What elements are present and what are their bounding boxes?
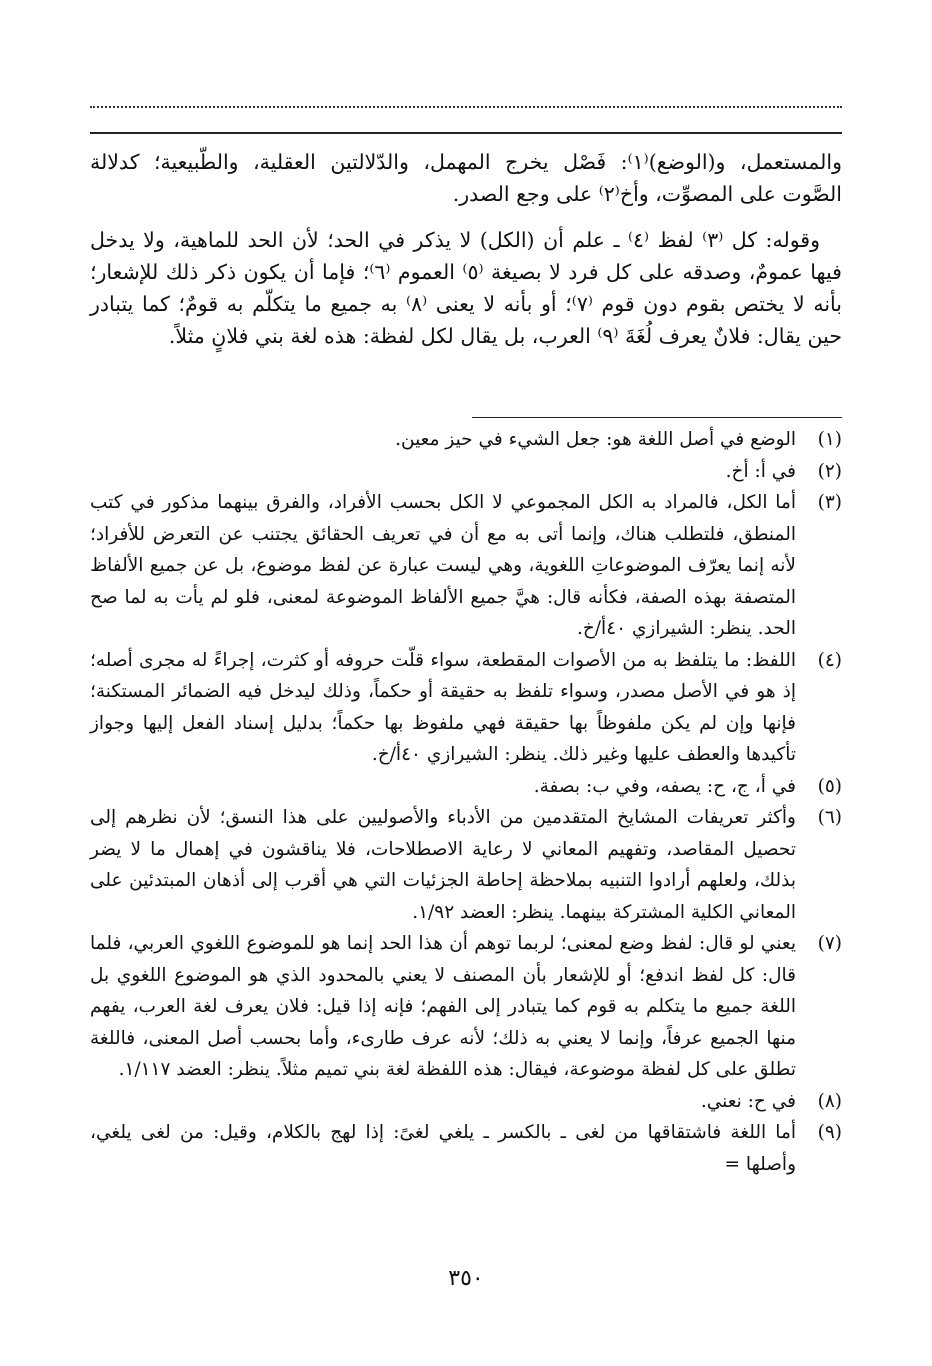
page-number: ٣٥٠: [448, 1266, 484, 1291]
footnote-text: أما الكل، فالمراد به الكل المجموعي لا الكل بحسب الأفراد، والفرق بينهما مذكور في كتب المنطق، فلتطلب هناك، وإنما أتى به مع أن في تعريف الحقائق يجتنب عن التعرض للأفراد؛ لأنه إنما يعرّف الموضوعاتِ اللغوية، وهي ليست عبارة عن لفظ موضوع، بل عن جميع الألفاظ المتصفة بهذه الصفة، فكأنه قال: هيَّ جميع الألفاظ الموضوعة لمعنى، فلو لم يأت به لما صح الحد. ينظر: الشيرازي ٤٠أ/خ.: [90, 492, 796, 639]
footnote-number: (٧): [817, 933, 842, 954]
footnote-number: (٥): [817, 775, 842, 797]
footnote: [90, 771, 842, 803]
footnote-text: في أ، ج، ح: يصفه، وفي ب: بصفة.: [533, 775, 796, 797]
footnote: [90, 1086, 842, 1118]
footnote-number: (٦): [817, 807, 842, 828]
paragraph-1: والمستعمل، و(الوضع)⁽١⁾: فَصْل يخرج المهمل، والدّلالتين العقلية، والطّبيعية؛ كدلالة الصَّوت على المصوِّت، وأخ⁽٢⁾ على وجع الصدر.: [90, 150, 842, 206]
footnote-number: (٩): [817, 1122, 842, 1143]
footnote-text: في ح: نعني.: [700, 1090, 796, 1112]
footnotes: [90, 424, 842, 1180]
footnote-text: أما اللغة فاشتقاقها من لغى ـ بالكسر ـ يلغي لغىً: إذا لهج بالكلام، وقيل: من لغى يلغي، وأصلها =: [90, 1122, 796, 1175]
footnote-text: اللفظ: ما يتلفظ به من الأصوات المقطعة، سواء قلّت حروفه أو كثرت، إجراءً له مجرى أصله؛ إذ هو في الأصل مصدر، وسواء تلفظ به حقيقة أو حكماً، وذلك ليدخل فيه الضمائر المستكنة؛ فإنها وإن لم يكن ملفوظاً بها حقيقة فهي ملفوظ بها حكماً؛ بدليل إسناد الفعل إليها وجواز تأكيدها والعطف عليها وغير ذلك. ينظر: الشيرازي ٤٠أ/خ.: [90, 649, 796, 765]
footnote-number: (٣): [817, 492, 842, 513]
header-rule: [90, 132, 842, 134]
paragraph-2: وقوله: كل ⁽٣⁾ لفظ ⁽٤⁾ ـ علم أن (الكل) لا يذكر في الحد؛ لأن الحد للماهية، ولا يدخل فيها عمومٌ، وصدقه على كل فرد لا بصيغة ⁽٥⁾ العموم ⁽٦⁾؛ فإما أن يكون ذكر ذلك للإشعار؛ بأنه لا يختص بقوم دون قوم ⁽٧⁾؛ أو بأنه لا يعنى ⁽٨⁾ به جميع ما يتكلّم به قومٌ؛ كما يتبادر حين يقال: فلانٌ يعرف لُغَةَ ⁽٩⁾ العرب، بل يقال لكل لفظة: هذه لغة بني فلانٍ مثلاً.: [90, 228, 842, 348]
footnote-number: (٤): [817, 649, 842, 671]
footnote-text: الوضع في أصل اللغة هو: جعل الشيء في حيز معين.: [395, 429, 796, 450]
footnote-text: وأكثر تعريفات المشايخ المتقدمين من الأدباء والأصوليين على هذا النسق؛ لأن نظرهم إلى تحصيل المقاصد، وتفهيم المعاني لا رعاية الاصطلاحات، فلا يناقشون في إهمال ما لا يضر بذلك، ولعلهم أرادوا التنبيه بملاحظة إحاطة الجزئيات التي هي أقرب إلى أذهان المبتدئين على المعاني الكلية المشتركة بينهما. ينظر: العضد ١/٩٢.: [90, 807, 796, 923]
footnote: [90, 802, 842, 928]
footnote: [90, 424, 842, 456]
footnote-number: (٨): [817, 1090, 842, 1112]
footnote: [90, 487, 842, 645]
footnote: [90, 928, 842, 1086]
footnote-number: (٢): [817, 460, 842, 482]
footnote-text: في أ: أخ.: [725, 460, 796, 482]
footnote: [90, 1117, 842, 1180]
footnote: [90, 456, 842, 488]
footnote: [90, 645, 842, 771]
footnote-separator: [472, 417, 842, 418]
main-text: [90, 146, 842, 366]
footnote-text: يعني لو قال: لفظ وضع لمعنى؛ لربما توهم أن هذا الحد إنما هو للموضوع اللغوي العربي، فلما قال: كل لفظ اندفع؛ أو للإشعار بأن المصنف لا يعني بالمحدود الذي هو الموضوع اللغوي بل اللغة جميع ما يتكلم به قوم كما يتبادر إلى الفهم؛ فإنه إذا قيل: فلان يعرف لغة العرب، يفهم منها الجميع عرفاً، وإنما لا يعني به ذلك؛ لأنه عرف طارىء، وأما بحسب أصل المعنى، فاللغة تطلق على كل لفظة موضوعة، فيقال: هذه اللفظة لغة بني تميم مثلاً. ينظر: العضد ١/١١٧.: [90, 933, 796, 1080]
header-dotted-line: [90, 94, 842, 108]
footnote-number: (١): [817, 429, 842, 450]
